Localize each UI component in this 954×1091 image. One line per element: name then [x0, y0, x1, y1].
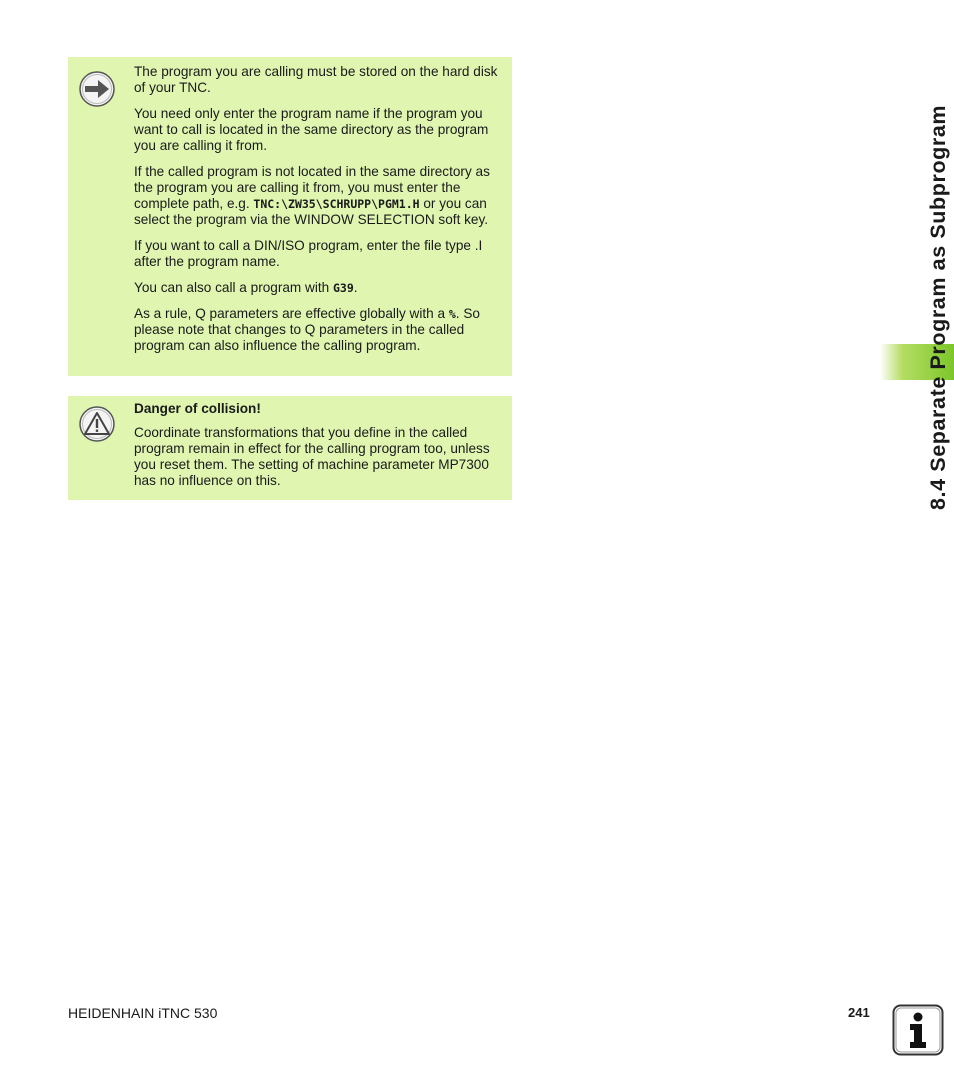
- info-paragraph-5: [134, 280, 500, 296]
- info-paragraph-5-text-end: .: [353, 280, 358, 295]
- g39-code: G39: [332, 281, 354, 295]
- warning-text: Coordinate transformations that you define in the called program remain in effect for the calling program too, unless you reset them. The setting of machine parameter MP7300 has no influence on this.: [134, 425, 490, 488]
- side-heading: 8.4 Separate Program as Subprogram: [926, 104, 950, 510]
- info-paragraph-4: If you want to call a DIN/ISO program, enter the file type .I after the program name.: [134, 238, 483, 269]
- percent-code: %: [448, 307, 456, 321]
- path-example-code: TNC:\ZW35\SCHRUPP\PGM1.H: [253, 197, 420, 211]
- info-paragraph-6: [134, 306, 500, 354]
- warning-note: [68, 396, 512, 500]
- footer-product: HEIDENHAIN iTNC 530: [68, 1005, 218, 1021]
- info-paragraph-6-text: As a rule, Q parameters are effective globally with a: [134, 306, 449, 321]
- info-paragraph-3: [134, 164, 500, 228]
- info-paragraph-6-text-end: . So please note that changes to Q parameters in the called program can also influence the calling program.: [134, 306, 480, 353]
- warning-title: Danger of collision!: [134, 401, 261, 416]
- warning-triangle-icon: [78, 405, 116, 443]
- info-paragraph-1: The program you are calling must be stored on the hard disk of your TNC.: [134, 64, 498, 95]
- arrow-right-icon: [78, 70, 116, 108]
- page-number: 241: [848, 1005, 870, 1020]
- info-icon: [892, 1004, 944, 1056]
- info-paragraph-3-text-end: or you can select the program via the WINDOW SELECTION soft key.: [134, 196, 489, 227]
- info-paragraph-5-text: You can also call a program with: [134, 280, 333, 295]
- info-paragraph-3-text: If the called program is not located in the same directory as the program you are calling it from, you must enter the complete path, e.g.: [134, 164, 490, 211]
- info-note: [68, 57, 512, 376]
- info-paragraph-2: You need only enter the program name if the program you want to call is located in the same directory as the program you are calling it from.: [134, 106, 489, 153]
